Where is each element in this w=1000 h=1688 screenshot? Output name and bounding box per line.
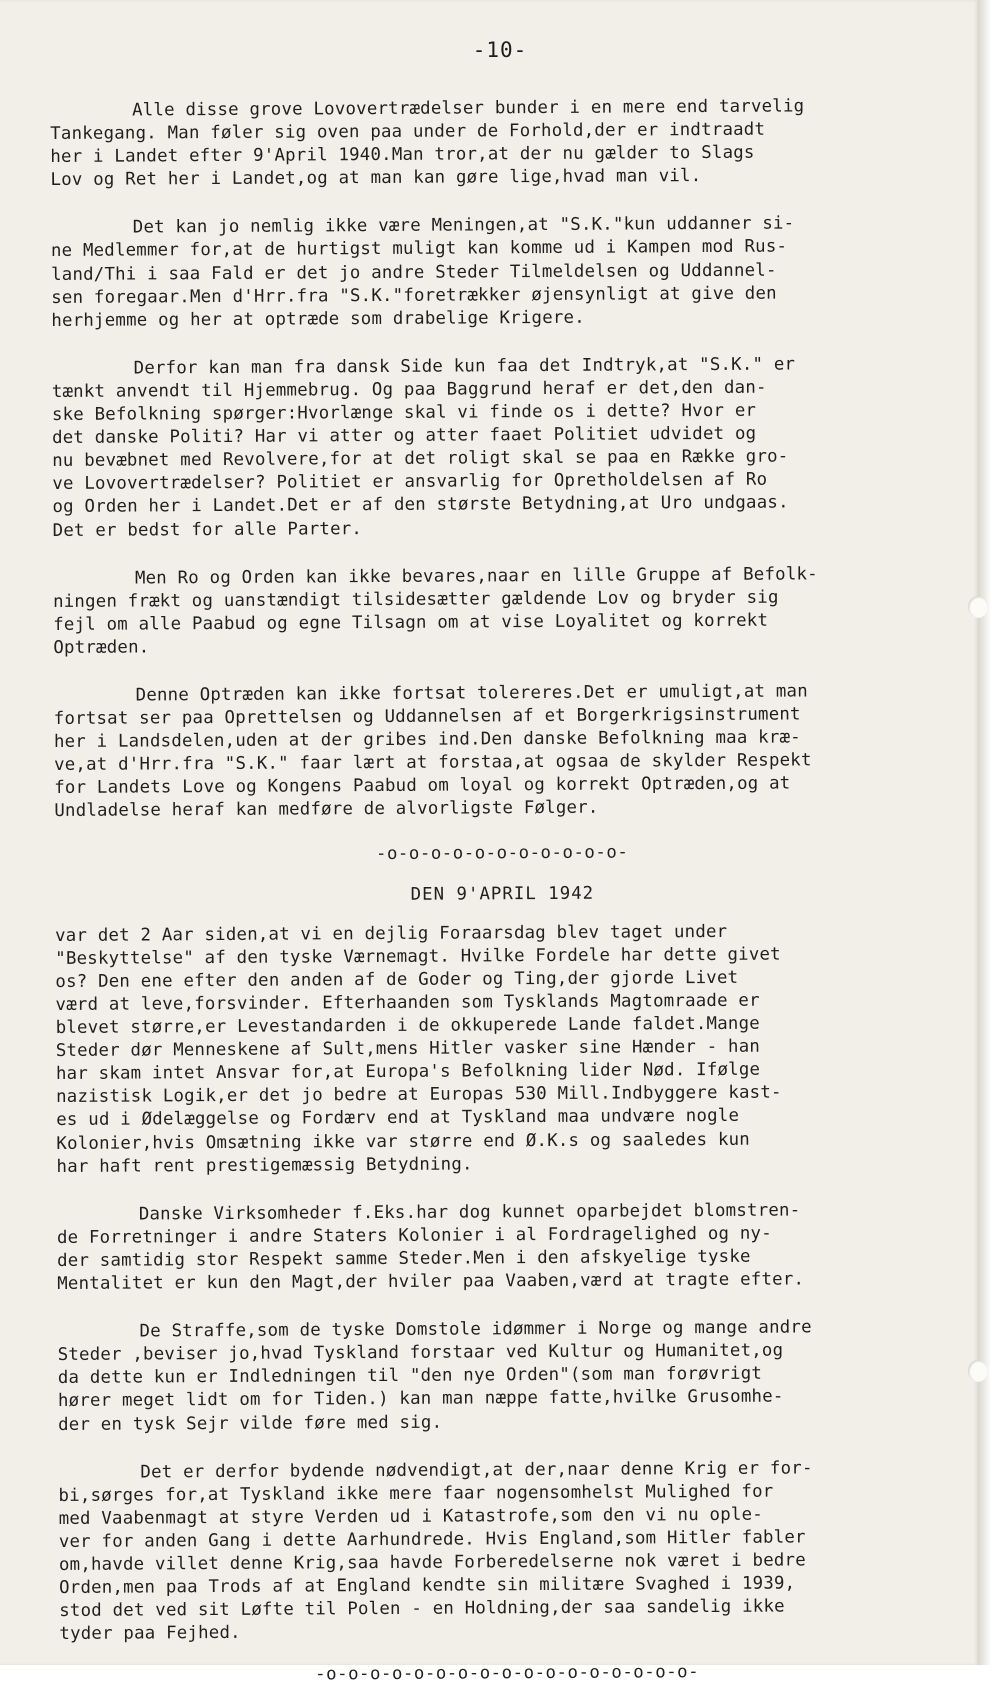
paragraph-indent <box>51 233 133 234</box>
line-text: Lov og Ret her i Landet,og at man kan gøre lige,hvad man vil. <box>50 166 702 191</box>
line-text: har skam intet Ansvar for,at Europa's Befolkning lider Nød. Ifølge <box>55 1059 761 1085</box>
line-text: Det er derfor bydende nødvendigt,at der,naar denne Krig er for- <box>140 1457 813 1483</box>
section-two <box>55 919 954 1646</box>
text-line <box>54 795 949 824</box>
paragraph <box>55 919 952 1178</box>
line-text: der en tysk Sejr vilde føre med sig. <box>58 1412 443 1435</box>
line-text: Men Ro og Orden kan ikke bevares,naar en lille Gruppe af Befolk- <box>134 563 818 589</box>
line-text: Derfor kan man fra dansk Side kun faa det Indtryk,at "S.K." er <box>133 354 796 379</box>
line-text: hører meget lidt om for Tiden.) kan man næppe fatte,hvilke Grusomhe- <box>57 1386 784 1412</box>
line-text: Kolonier,hvis Omsætning ikke var større end Ø.K.s og saaledes kun <box>56 1129 750 1154</box>
line-text: der samtidig stor Respekt samme Steder.Men i den afskyelige tyske <box>57 1246 751 1271</box>
text-line <box>53 514 948 543</box>
line-text: De Straffe,som de tyske Domstole idømmer i Norge og mange andre <box>139 1317 812 1342</box>
line-text: med Vaabenmagt at styre Verden ud i Katastrofe,som den vi nu ople- <box>58 1504 763 1529</box>
line-text: her i Landsdelen,uden at der gribes ind.Den danske Befolkning maa kræ- <box>53 727 801 753</box>
line-text: de Forretninger i andre Staters Kolonier i al Fordragelighed og ny- <box>56 1223 772 1248</box>
line-text: har haft rent prestigemæssig Betydning. <box>56 1154 473 1177</box>
paragraph-indent <box>58 1337 140 1338</box>
text-line <box>57 1268 952 1297</box>
paragraph-indent <box>52 373 134 374</box>
paragraph <box>53 562 949 660</box>
paragraph <box>51 212 947 333</box>
text-line <box>50 164 945 193</box>
document-body <box>50 95 955 1688</box>
line-text: os? Den ene efter den anden af de Goder og Ting,der gjorde Livet <box>55 967 739 992</box>
line-text: om,havde villet denne Krig,saa havde Forberedelserne nok været i bedre <box>58 1550 806 1575</box>
line-text: ske Befolkning spørger:Hvorlænge skal vi finde os i dette? Hvor er <box>51 400 757 426</box>
paragraph-indent <box>58 1477 140 1478</box>
line-text: Undladelse heraf kan medføre de alvorligste Følger. <box>54 798 599 822</box>
line-text: nazistisk Logik,er det jo bedre at Europas 530 Mill.Indbyggere kast- <box>56 1082 782 1108</box>
punch-hole-top <box>968 596 988 618</box>
text-line <box>56 1150 951 1179</box>
line-text: bi,sørges for,at Tyskland ikke mere faar nogensomhelst Mulighed for <box>58 1481 774 1506</box>
punch-hole-bottom <box>968 1360 988 1382</box>
line-text: blevet større,er Levestandarden i de okkuperede Lande faldet.Mange <box>55 1013 760 1039</box>
line-text: Orden,men paa Trods af at England kendte sin militære Svaghed i 1939, <box>59 1573 796 1599</box>
line-text: Steder dør Menneskene af Sult,mens Hitler vasker sine Hænder - han <box>55 1036 761 1062</box>
line-text: var det 2 Aar siden,at vi en dejlig Foraarsdag blev taget under <box>55 921 728 946</box>
line-text: es ud i Ødelæggelse og Fordærv end at Tyskland maa undvære nogle <box>56 1106 740 1131</box>
line-text: "Beskyttelse" af den tyske Værnemagt. Hvilke Fordele har dette givet <box>55 944 781 969</box>
paragraph-indent <box>57 1219 139 1220</box>
text-line <box>58 1408 953 1437</box>
line-text: fortsat ser paa Oprettelsen og Uddannelsen af et Borgerkrigsinstrument <box>53 704 801 730</box>
line-text: Mentalitet er kun den Magt,der hviler paa Vaaben,værd at tragte efter. <box>57 1269 805 1295</box>
text-line <box>59 1618 954 1647</box>
line-text: tyder paa Fejhed. <box>59 1623 241 1645</box>
paragraph <box>57 1316 953 1437</box>
paragraph <box>52 352 948 542</box>
line-text: og Orden her i Landet.Det er af den største Betydning,at Uro undgaas. <box>52 492 789 518</box>
line-text: da dette kun er Indledningen til "den nye Orden"(som man forøvrigt <box>57 1363 763 1389</box>
line-text: sen foregaar.Men d'Hrr.fra "S.K."foretrækker øjensynligt at give den <box>51 283 777 308</box>
line-text: nu bevæbnet med Revolvere,for at det roligt skal se paa en Række gro- <box>52 446 789 472</box>
paragraph <box>58 1456 954 1646</box>
section-heading: DEN 9'APRIL 1942 <box>410 883 595 905</box>
line-text: Alle disse grove Lovovertrædelser bunder i en mere end tarvelig <box>132 96 805 121</box>
end-divider: -o-o-o-o-o-o-o-o-o-o-o-o-o-o-o-o-o- <box>315 1662 700 1685</box>
paragraph <box>57 1198 953 1296</box>
line-text: Det kan jo nemlig ikke være Meningen,at "S.K."kun uddanner si- <box>132 213 795 238</box>
paragraph <box>54 679 950 823</box>
line-text: Steder ,beviser jo,hvad Tyskland forstaar ved Kultur og Humanitet,og <box>57 1340 784 1366</box>
line-text: for Landets Love og Kongens Paabud om loyal og korrekt Optræden,og at <box>54 773 791 799</box>
line-text: Det er bedst for alle Parter. <box>52 518 363 541</box>
line-text: ningen frækt og uanstændigt tilsidesætter gældende Lov og bryder sig <box>53 587 779 612</box>
line-text: her i Landet efter 9'April 1940.Man tror,at der nu gælder to Slags <box>50 142 755 168</box>
paragraph-indent <box>53 583 135 584</box>
line-text: ne Medlemmer for,at de hurtigst muligt kan komme ud i Kampen mod Rus- <box>50 236 788 262</box>
line-text: det danske Politi? Har vi atter og atter faaet Politiet udvidet og <box>52 423 757 449</box>
line-text: værd at leve,forsvinder. Efterhaanden som Tysklands Magtomraade er <box>55 990 760 1015</box>
page-number: -10- <box>472 38 528 62</box>
paragraph-indent <box>50 115 132 116</box>
section-one <box>50 95 949 824</box>
line-text: land/Thi i saa Fald er det jo andre Steder Tilmeldelsen og Uddannel- <box>51 260 777 285</box>
line-text: ve Lovovertrædelser? Politiet er ansvarlig for Opretholdelsen af Ro <box>52 469 768 495</box>
text-line <box>51 304 946 333</box>
line-text: stod det ved sit Løfte til Polen - en Holdning,der saa sandelig ikke <box>59 1596 785 1622</box>
paragraph-indent <box>54 700 136 701</box>
line-text: tænkt anvendt til Hjemmebrug. Og paa Baggrund heraf er det,den dan- <box>51 377 767 402</box>
line-text: Denne Optræden kan ikke fortsat tolereres.Det er umuligt,at man <box>135 681 808 706</box>
line-text: fejl om alle Paabud og egne Tilsagn om at vise Loyalitet og korrekt <box>53 610 769 635</box>
section-divider: -o-o-o-o-o-o-o-o-o-o-o- <box>375 842 629 864</box>
line-text: ve,at d'Hrr.fra "S.K." faar lært at forstaa,at ogsaa de skylder Respekt <box>54 750 812 776</box>
line-text: herhjemme og her at optræde som drabelige Krigere. <box>51 307 585 331</box>
line-text: Danske Virksomheder f.Eks.har dog kunnet oparbejdet blomstren- <box>138 1200 801 1225</box>
page-edge <box>978 0 1000 1665</box>
line-text: Optræden. <box>53 637 150 658</box>
paragraph <box>50 95 946 193</box>
line-text: ver for anden Gang i dette Aarhundrede. Hvis England,som Hitler fabler <box>58 1527 806 1552</box>
line-text: Tankegang. Man føler sig oven paa under de Forhold,der er indtraadt <box>50 119 766 145</box>
